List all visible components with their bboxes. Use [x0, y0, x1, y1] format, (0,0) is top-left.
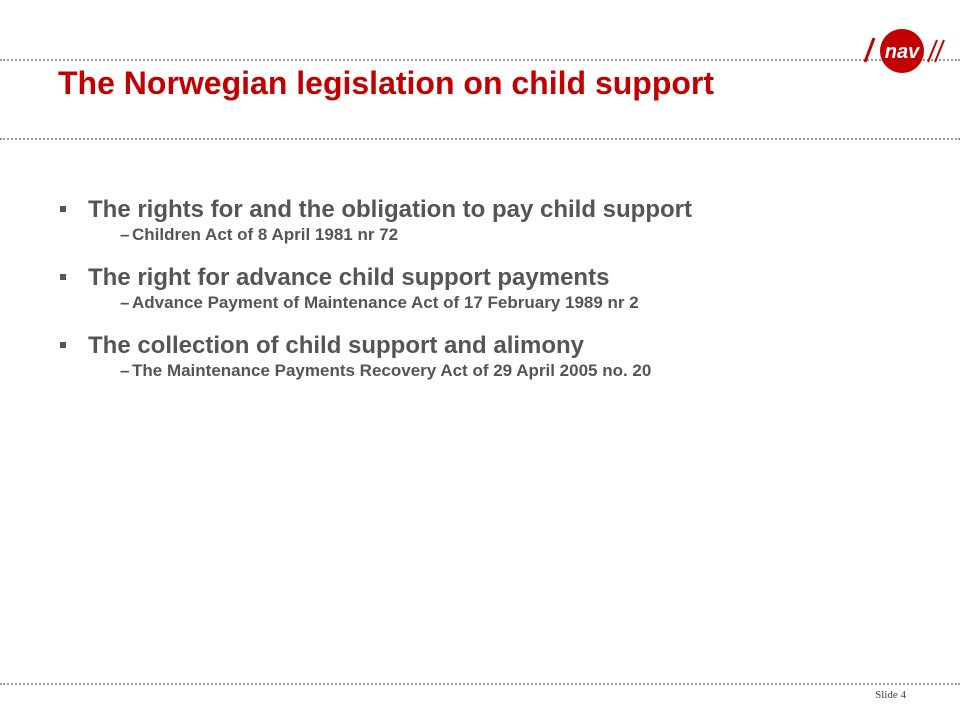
- bullet-marker-icon: [60, 274, 66, 280]
- bullet-list: [58, 192, 938, 396]
- nav-logo-icon: [862, 28, 948, 74]
- sub-bullet-text: The Maintenance Payments Recovery Act of 29 April 2005 no. 20: [132, 361, 652, 380]
- bullet-marker-icon: [60, 342, 66, 348]
- bullet-text: The rights for and the obligation to pay child support: [88, 196, 692, 223]
- sub-bullet-text: Advance Payment of Maintenance Act of 17 February 1989 nr 2: [132, 293, 639, 312]
- bullet-item: [58, 328, 938, 382]
- bullet-item: [58, 260, 938, 314]
- sub-bullet-text: Children Act of 8 April 1981 nr 72: [132, 225, 399, 244]
- slide-number: Slide 4: [875, 689, 906, 701]
- bullet-marker-icon: [60, 206, 66, 212]
- sub-bullet-dash: –: [120, 225, 130, 244]
- top-dotted-divider: [0, 59, 960, 61]
- bullet-item: [58, 192, 938, 246]
- bullet-text: The right for advance child support payments: [88, 264, 610, 291]
- slide-title: The Norwegian legislation on child support: [58, 65, 715, 101]
- bullet-text: The collection of child support and alimony: [88, 332, 585, 359]
- bottom-dotted-divider: [0, 683, 960, 685]
- sub-bullet: [120, 360, 938, 382]
- sub-bullet-dash: –: [120, 361, 130, 380]
- title-dotted-divider: [0, 138, 960, 140]
- sub-bullet: [120, 292, 938, 314]
- sub-bullet-dash: –: [120, 293, 130, 312]
- svg-text:nav: nav: [884, 41, 920, 63]
